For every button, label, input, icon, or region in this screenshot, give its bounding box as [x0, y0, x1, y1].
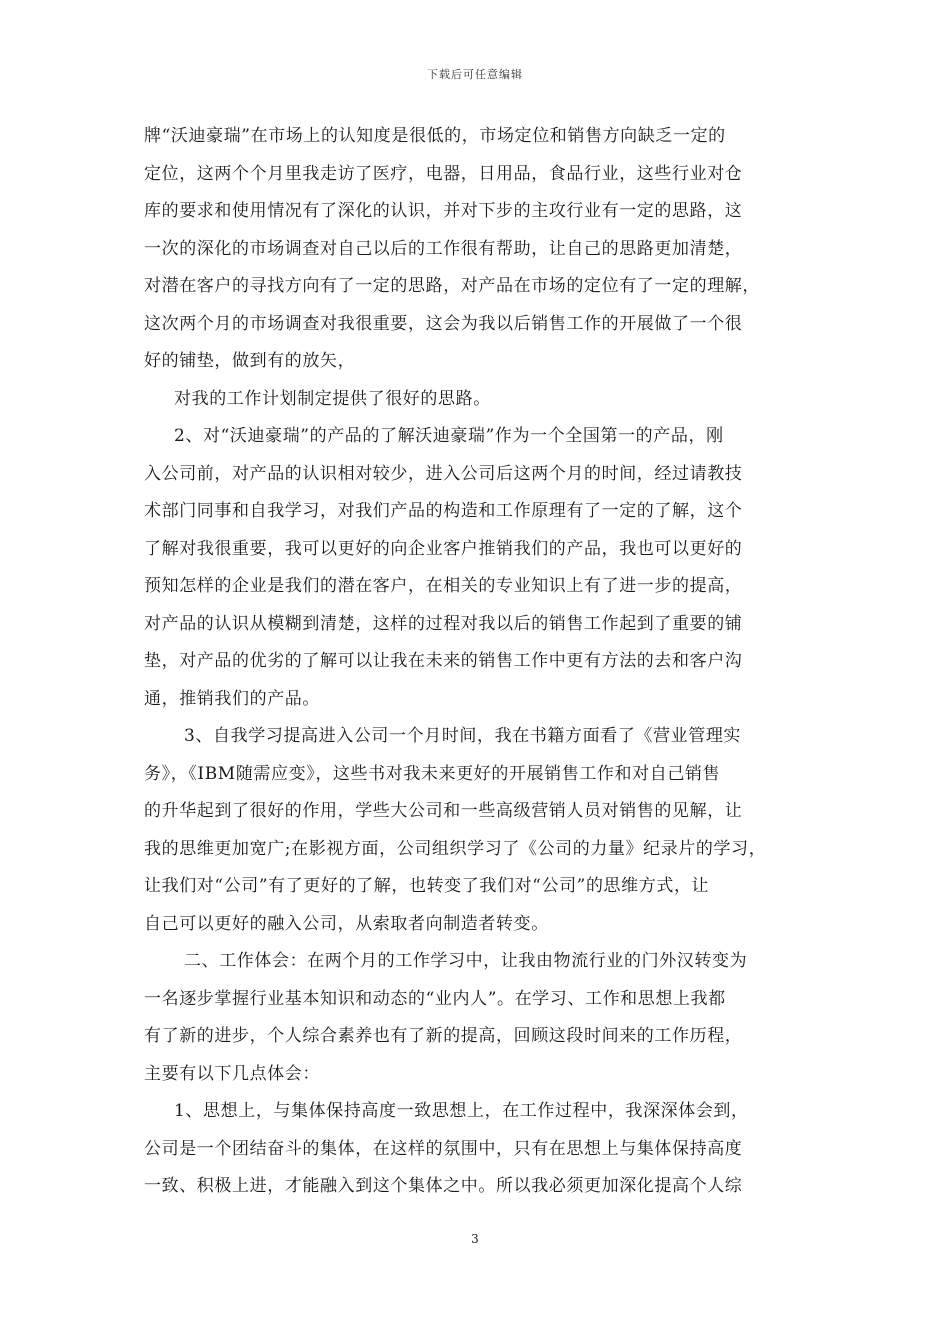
body-line: 3、自我学习提高进入公司一个月时间，我在书籍方面看了《营业管理实 — [184, 726, 742, 746]
body-line: 有了新的进步，个人综合素养也有了新的提高，回顾这段时间来的工作历程， — [144, 1026, 743, 1046]
body-line: 对潜在客户的寻找方向有了一定的思路，对产品在市场的定位有了一定的理解， — [144, 276, 760, 296]
body-line: 让我们对“公司”有了更好的了解，也转变了我们对“公司”的思维方式，让 — [144, 876, 710, 896]
body-line: 库的要求和使用情况有了深化的认识，并对下步的主攻行业有一定的思路，这 — [144, 201, 743, 221]
body-line: 通，推销我们的产品。 — [144, 688, 320, 709]
body-line: 术部门同事和自我学习，对我们产品的构造和工作原理有了一定的了解，这个 — [144, 501, 743, 521]
body-line: 务》，《IBM随需应变》，这些书对我未来更好的开展销售工作和对自己销售 — [144, 763, 721, 784]
document-body — [144, 118, 816, 1206]
body-line: 自己可以更好的融入公司，从索取者向制造者转变。 — [144, 913, 549, 934]
body-line: 对产品的认识从模糊到清楚，这样的过程对我以后的销售工作起到了重要的铺 — [144, 613, 743, 634]
body-line: 对我的工作计划制定提供了很好的思路。 — [174, 388, 491, 409]
body-line: 的升华起到了很好的作用，学些大公司和一些高级营销人员对销售的见解，让 — [144, 801, 743, 821]
body-line: 垫，对产品的优劣的了解可以让我在未来的销售工作中更有方法的去和客户沟 — [144, 651, 743, 671]
body-line: 我的思维更加宽广;在影视方面，公司组织学习了《公司的力量》纪录片的学习， — [144, 838, 767, 859]
body-line: 公司是一个团结奋斗的集体，在这样的氛围中，只有在思想上与集体保持高度 — [144, 1138, 743, 1159]
body-line: 牌“沃迪豪瑞”在市场上的认知度是很低的，市场定位和销售方向缺乏一定的 — [144, 126, 726, 146]
body-line: 一次的深化的市场调查对自己以后的工作很有帮助，让自己的思路更加清楚， — [144, 238, 743, 259]
body-line: 预知怎样的企业是我们的潜在客户，在相关的专业知识上有了进一步的提高， — [144, 576, 743, 596]
body-line: 这次两个月的市场调查对我很重要，这会为我以后销售工作的开展做了一个很 — [144, 313, 743, 334]
body-line: 了解对我很重要，我可以更好的向企业客户推销我们的产品，我也可以更好的 — [144, 538, 743, 559]
body-line: 二、工作体会：在两个月的工作学习中，让我由物流行业的门外汉转变为 — [184, 951, 748, 971]
page-number: 3 — [471, 1232, 479, 1246]
body-line: 1、思想上，与集体保持高度一致思想上，在工作过程中，我深深体会到， — [174, 1101, 749, 1121]
body-line: 2、对“沃迪豪瑞”的产品的了解沃迪豪瑞”作为一个全国第一的产品，刚 — [174, 426, 724, 446]
header-note: 下载后可任意编辑 — [427, 68, 523, 81]
body-line: 一致、积极上进，才能融入到这个集体之中。所以我必须更加深化提高个人综 — [144, 1176, 743, 1196]
body-line: 好的铺垫，做到有的放矢， — [144, 351, 356, 371]
body-line: 入公司前，对产品的认识相对较少，进入公司后这两个月的时间，经过请教技 — [144, 463, 743, 484]
body-line: 一名逐步掌握行业基本知识和动态的“业内人”。在学习、工作和思想上我都 — [144, 988, 726, 1009]
body-line: 主要有以下几点体会： — [144, 1063, 320, 1084]
body-line: 定位，这两个个月里我走访了医疗，电器，日用品，食品行业，这些行业对仓 — [144, 163, 743, 184]
